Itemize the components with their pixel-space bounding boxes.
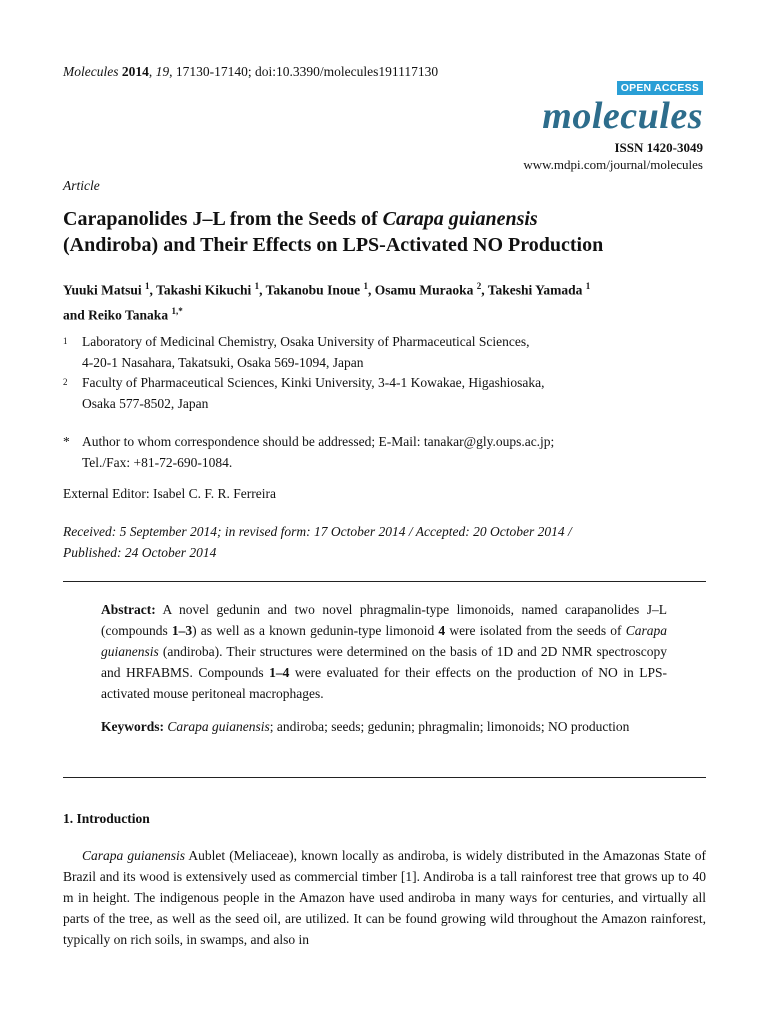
citation-year: 2014 xyxy=(121,64,149,79)
affiliation-1 xyxy=(63,331,713,373)
citation-line: Molecules 2014, 19, 17130-17140; doi:10.3390/molecules191117130 xyxy=(63,64,439,79)
external-editor: External Editor: Isabel C. F. R. Ferreira xyxy=(63,486,276,501)
affiliation-number: 2 xyxy=(63,377,68,387)
correspondence-star: * xyxy=(63,434,70,449)
compound-ref: 1–3 xyxy=(171,623,193,638)
affiliation-line: Faculty of Pharmaceutical Sciences, Kinki University, 3-4-1 Kowakae, Higashiosaka, xyxy=(82,375,545,390)
abstract-text: ) as well as a known gedunin-type limonoid xyxy=(192,623,439,638)
author-affil: 1,* xyxy=(171,305,183,316)
correspondence xyxy=(63,431,713,473)
species-name: Carapa guianensis xyxy=(82,848,186,863)
affiliation-2 xyxy=(63,372,713,414)
title-part1: Carapanolides J–L from the Seeds of xyxy=(63,208,383,230)
publication-dates xyxy=(63,521,713,563)
abstract xyxy=(101,599,667,704)
section-heading: 1. Introduction xyxy=(63,811,150,826)
divider-bottom xyxy=(63,777,706,778)
affiliation-number: 1 xyxy=(63,336,68,346)
author-affil: 1 xyxy=(363,281,368,291)
paper-title xyxy=(63,206,713,258)
compound-ref: 1–4 xyxy=(269,665,290,680)
authors-conjunction: and xyxy=(63,307,85,322)
author-name: Takeshi Yamada xyxy=(487,282,583,298)
abstract-label: Abstract: xyxy=(101,602,156,617)
author-affil: 1 xyxy=(585,281,591,291)
issn: ISSN 1420-3049 xyxy=(614,140,703,155)
author-affil: 2 xyxy=(476,281,482,291)
correspondence-line: Tel./Fax: +81-72-690-1084. xyxy=(82,455,233,470)
abstract-text: (andiroba). Their structures were determined on the basis of 1D and 2D NMR spectroscopy and HRFABMS. Compounds xyxy=(101,644,667,680)
journal-logo: molecules xyxy=(542,95,703,137)
open-access-badge: OPEN ACCESS xyxy=(617,81,703,95)
title-species: Carapa guianensis xyxy=(382,208,538,230)
species-name: Carapa guianensis xyxy=(101,623,667,659)
divider-top xyxy=(63,581,706,582)
keyword-species: Carapa guianensis xyxy=(167,719,270,734)
abstract-text: were evaluated for their effects on the production of NO in LPS-activated mouse peritoneal macrophages. xyxy=(101,665,668,701)
author-name: Takanobu Inoue xyxy=(265,282,361,298)
citation-journal: Molecules xyxy=(63,64,119,79)
citation-doi: 17130-17140; doi:10.3390/molecules191117130 xyxy=(175,64,439,79)
intro-paragraph xyxy=(63,845,706,950)
author-name: Osamu Muraoka xyxy=(374,282,474,298)
abstract-text: were isolated from the seeds of xyxy=(445,623,626,638)
affiliation-line: 4-20-1 Nasahara, Takatsuki, Osaka 569-1094, Japan xyxy=(82,355,364,370)
affiliation-line: Osaka 577-8502, Japan xyxy=(82,396,209,411)
keywords xyxy=(101,716,667,737)
author-affil: 1 xyxy=(254,281,260,291)
author-name: Yuuki Matsui xyxy=(63,282,142,298)
abstract-text: A novel gedunin and two novel phragmalin-type limonoids, named carapanolides J–L (compounds xyxy=(101,602,667,638)
journal-url[interactable]: www.mdpi.com/journal/molecules xyxy=(523,157,703,172)
author-name: Takashi Kikuchi xyxy=(156,282,252,298)
keywords-text: ; andiroba; seeds; gedunin; phragmalin; limonoids; NO production xyxy=(269,719,630,734)
affiliation-line: Laboratory of Medicinal Chemistry, Osaka University of Pharmaceutical Sciences, xyxy=(82,334,530,349)
dates-line: Published: 24 October 2014 xyxy=(63,545,217,560)
citation-volume: 19 xyxy=(155,64,170,79)
correspondence-line: Author to whom correspondence should be addressed; E-Mail: tanakar@gly.oups.ac.jp; xyxy=(82,434,555,449)
dates-line: Received: 5 September 2014; in revised form: 17 October 2014 / Accepted: 20 October 2014 / xyxy=(63,524,572,539)
keywords-label: Keywords: xyxy=(101,719,164,734)
intro-text: Aublet (Meliaceae), known locally as andiroba, is widely distributed in the Amazonas State of Brazil and its wood is extensively used as commercial timber [1]. Andiroba is a tall rainforest tree that grows up to 40 m in height. The indigenous people in the Amazon have used andiroba in many ways for centuries, and virtually all parts of the tree, as well as the seed oil, are utilized. It can be found growing wild throughout the Amazon rainforest, typically on rich soils, in swamps, and also in xyxy=(63,848,706,947)
article-type: Article xyxy=(63,178,100,193)
compound-ref: 4 xyxy=(438,623,446,638)
author-list: Yuuki Matsui $^1$, Takashi Kikuchi $^1$, Takanobu Inoue $^1$, Osamu Muraoka $^2$, Takeshi Yamada $^1$ and Reiko Tanaka $^{1,*}$ xyxy=(63,281,591,322)
author-affil: 1 xyxy=(145,281,150,291)
title-part3: (Andiroba) and Their Effects on LPS-Activated NO Production xyxy=(63,234,604,256)
author-name: Reiko Tanaka xyxy=(88,307,169,322)
